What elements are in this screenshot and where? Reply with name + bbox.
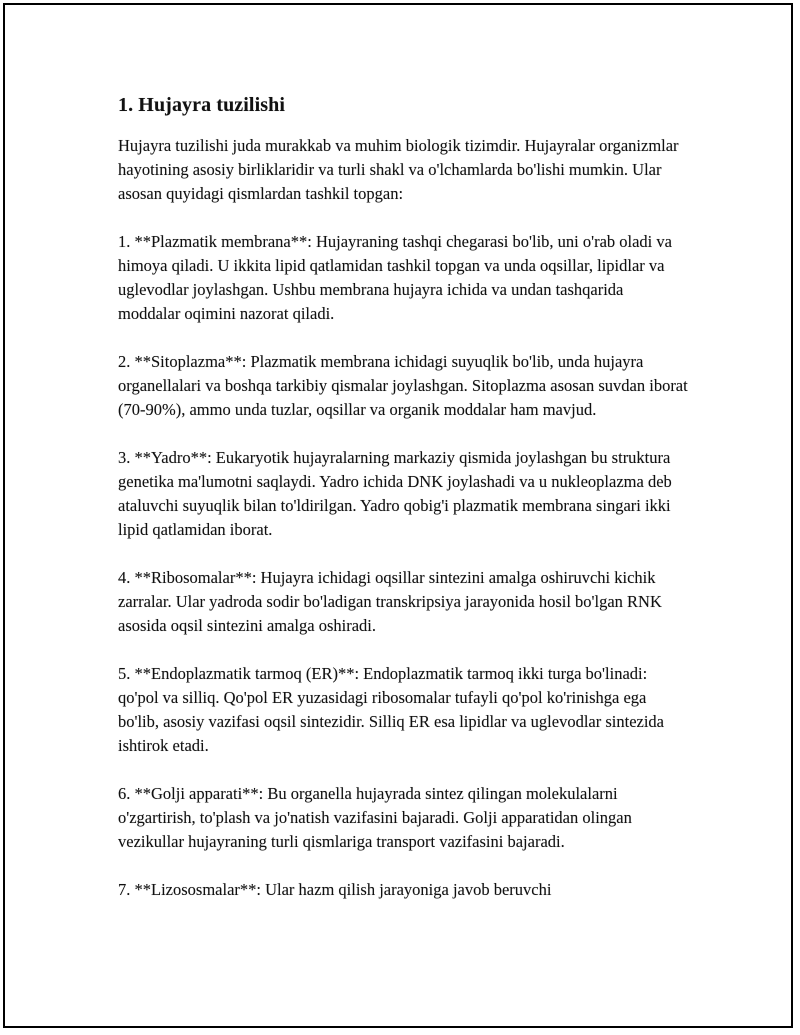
paragraph-lysosomes: 7. **Lizososmalar**: Ular hazm qilish jarayoniga javob beruvchi bbox=[118, 880, 552, 899]
paragraph-cytoplasm: 2. **Sitoplazma**: Plazmatik membrana ichidagi suyuqlik bo'lib, unda hujayra organellalari va boshqa tarkibiy qismalar joylashgan. Sitoplazma asosan suvdan iborat (70-90%), ammo unda tuzlar, oqsillar va organik moddalar ham mavjud. bbox=[118, 352, 688, 419]
paragraph-ribosomes: 4. **Ribosomalar**: Hujayra ichidagi oqsillar sintezini amalga oshiruvchi kichik zarralar. Ular yadroda sodir bo'ladigan transkripsiya jarayonida hosil bo'lgan RNK asosida oqsil sintezini amalga oshiradi. bbox=[118, 568, 662, 635]
document-body bbox=[118, 92, 688, 902]
paragraph-plasma-membrane: 1. **Plazmatik membrana**: Hujayraning tashqi chegarasi bo'lib, uni o'rab oladi va himoya qiladi. U ikkita lipid qatlamidan tashkil topgan va unda oqsillar, lipidlar va uglevodlar joylashgan. Ushbu membrana hujayra ichida va undan tashqarida moddalar oqimini nazorat qiladi. bbox=[118, 232, 672, 323]
paragraph-intro: Hujayra tuzilishi juda murakkab va muhim biologik tizimdir. Hujayralar organizmlar hayotining asosiy birliklaridir va turli shakl va o'lchamlarda bo'lishi mumkin. Ular asosan quyidagi qismlardan tashkil topgan: bbox=[118, 136, 679, 203]
paragraph-nucleus: 3. **Yadro**: Eukaryotik hujayralarning markaziy qismida joylashgan bu struktura genetika ma'lumotni saqlaydi. Yadro ichida DNK joylashadi va u nukleoplazma deb ataluvchi suyuqlik bilan to'ldirilgan. Yadro qobig'i plazmatik membrana singari ikki lipid qatlamidan iborat. bbox=[118, 448, 672, 539]
paragraph-endoplasmic-reticulum: 5. **Endoplazmatik tarmoq (ER)**: Endoplazmatik tarmoq ikki turga bo'linadi: qo'pol va silliq. Qo'pol ER yuzasidagi ribosomalar tufayli qo'pol ko'rinishga ega bo'lib, asosiy vazifasi oqsil sintezidir. Silliq ER esa lipidlar va uglevodlar sintezida ishtirok etadi. bbox=[118, 664, 664, 755]
paragraph-golgi-apparatus: 6. **Golji apparati**: Bu organella hujayrada sintez qilingan molekulalarni o'zgartirish, to'plash va jo'natish vazifasini bajaradi. Golji apparatidan olingan vezikullar hujayraning turli qismlariga transport vazifasini bajaradi. bbox=[118, 784, 632, 851]
section-heading: 1. Hujayra tuzilishi bbox=[118, 94, 286, 116]
